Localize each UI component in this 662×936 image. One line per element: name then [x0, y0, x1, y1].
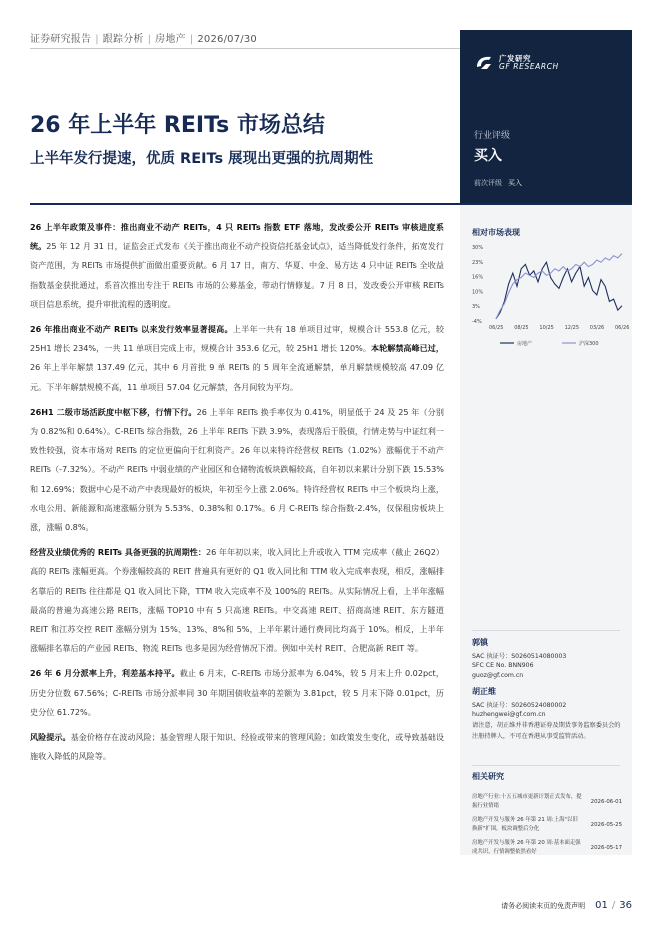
paragraph-lead: 经营及业绩优秀的 REITs 具备更强的抗周期性：: [30, 547, 206, 558]
related-report-link[interactable]: [472, 816, 622, 834]
analyst-sac: SAC 执证号：S0260524080002: [472, 701, 567, 709]
analyst-sfc: SFC CE No. BNN906: [472, 662, 534, 669]
previous-rating-label: 前次评级: [474, 179, 502, 187]
logo-text-en: GF RESEARCH: [499, 62, 559, 71]
chart-title: 相对市场表现: [472, 228, 520, 237]
related-report-title: 房地产开发与服务 26 年第 21 周:上海"以旧换新"扩围，板块调整后分化: [472, 817, 578, 832]
sidebar-divider: [472, 630, 620, 631]
page-number: 01 / 36: [595, 900, 632, 911]
report-date: 2026/07/30: [197, 34, 257, 45]
relative-performance-chart: [470, 239, 630, 349]
y-tick-label: 16%: [472, 274, 484, 281]
analyst-card: [472, 687, 622, 720]
gf-logo: [474, 54, 559, 72]
series-line: [496, 254, 622, 319]
related-research-list: [472, 793, 622, 862]
rating-panel: [460, 30, 632, 203]
paragraph-text: 基金价格存在波动风险；基金管理人限于知识、经验或带来的管理风险；如政策发生变化，或导致基础设施收入降低的风险等。: [30, 732, 444, 762]
page-footer: [501, 900, 632, 911]
paragraph-text: 上半年一共有 18 单项目过审，规模合计 553.8 亿元，较 25H1 增长 234%，一共 11 单项目完成上市，规模合计 353.6 亿元，较 25H1 增长 120%。: [30, 324, 444, 354]
paragraph-text: 26 年年初以来，收入同比上升或收入 TTM 完成率（截止 26Q2）高的 REITs 涨幅更高。个券涨幅较高的 REIT 普遍具有更好的 Q1 收入同比和 TTM 收入完成率表现，相反，涨幅排名靠后的 REITs 往往都是 Q1 收入同比下降，TTM 收入完成率不及 100%的 REITs。从实际情况上看，上半年涨幅最高的普遍为高速公路 REITs，涨幅 TOP10 中有 5 只高速 REITs。中交高速 REIT、招商高速 REIT、东方隧道 REIT 和江苏交控 REIT 涨幅分别为 15%、13%、8%和 5%，上半年累计通行费同比均高于 10%。相反，上半年涨幅排名靠后的产业园 REITs、物流 REITs 也多是因为经营情况下滑。例如中关村 REIT、合肥高新 REIT 等。: [30, 547, 444, 654]
related-report-title: 房地产开发与服务 26 年第 20 周:基本面走强成共识，行情调整依然看好: [472, 840, 581, 855]
x-tick-label: 06/26: [615, 325, 630, 331]
x-tick-label: 03/26: [589, 325, 605, 331]
logo-text-cn: 广发研究: [499, 54, 531, 64]
body-paragraph: [30, 320, 444, 397]
body-paragraph: [30, 543, 444, 658]
paragraph-lead: 26 年 6 月分派率上升，利差基本持平。: [30, 668, 180, 679]
body-paragraph: [30, 728, 444, 766]
related-research-title: 相关研究: [472, 772, 504, 781]
sidebar-divider: [472, 765, 620, 766]
gf-logo-icon: [474, 54, 494, 72]
rating-value: 买入: [474, 148, 502, 164]
paragraph-lead: 26 年推出商业不动产 REITs 以来发行效率显著提高。: [30, 324, 233, 335]
analyst-name: 胡正维: [472, 687, 496, 696]
paragraph-lead: 26H1 二级市场活跃度中枢下移，行情下行。: [30, 406, 197, 417]
report-title: 26 年上半年 REITs 市场总结: [30, 113, 325, 138]
body-paragraph: [30, 403, 444, 537]
body-paragraph: [30, 218, 444, 314]
analyst-email[interactable]: huzhengwei@gf.com.cn: [472, 711, 546, 718]
y-tick-label: -4%: [472, 319, 482, 325]
y-tick-label: 23%: [472, 259, 484, 266]
analyst-name: 郭镇: [472, 638, 488, 647]
paragraph-lead: 风险提示。: [30, 732, 71, 743]
legend-label: 房地产: [517, 341, 533, 347]
legend-label: 沪深300: [579, 341, 599, 347]
x-tick-label: 08/25: [514, 325, 529, 331]
breadcrumb-item: 跟踪分析: [102, 34, 144, 45]
paragraph-text: 截止 6 月末，C-REITs 市场分派率为 6.04%，较 5 月末上升 0.02pct，历史分位数 67.56%；C-REITs 市场分派率同 30 年期国债收益率的差额为 3.81pct，较 5 月末下降 0.01pct，历史分位 61.72%。: [30, 668, 444, 717]
body-paragraph: [30, 664, 444, 722]
paragraph-text: 25 年 12 月 31 日，证监会正式发布《关于推出商业不动产投资信托基金试点》，适当降低发行条件，拓宽发行资产范围，为 REITs 市场提供扩面做出重要贡献。6 月 17 日，南方、华夏、中金、易方达 4 只中证 REITs 全收益指数基金获批通过，系首次推出专注于 REITs 市场的公募基金，带动行情修复。7 月 8 日，发改委公开审核 REITs 项目信息系统，提升审批流程的透明度。: [30, 241, 444, 309]
related-report-link[interactable]: [472, 839, 622, 857]
header-divider: [30, 48, 462, 49]
y-tick-label: 10%: [472, 289, 484, 296]
current-page: 01: [595, 900, 608, 911]
report-subtitle: 上半年发行提速，优质 REITs 展现出更强的抗周期性: [30, 151, 374, 167]
x-tick-label: 12/25: [564, 325, 580, 331]
license-notice: 请注意，胡正维并非香港证券及期货事务监察委员会的注册持牌人，不可在香港从事受监管活动。: [472, 722, 621, 740]
paragraph-text: 26 年上半年解禁 137.49 亿元，其中 6 月首批 9 单 REITs 的 5 周年全流通解禁，单月解禁规模较高 47.09 亿元。下半年解禁规模不高，11 单项目 57.04 亿元解禁，各月间较为平均。: [30, 362, 444, 392]
analyst-card: [472, 638, 622, 680]
paragraph-lead: 26 上半年政策及事件：推出商业不动产 REITs，4 只 REITs 指数 ETF 落地，发改委公开 REITs 审核进度系统。: [30, 222, 444, 252]
breadcrumb-item: 房地产: [155, 34, 186, 45]
previous-rating-value: 买入: [508, 179, 522, 187]
related-report-link[interactable]: [472, 793, 622, 811]
disclaimer-note: 请务必阅读末页的免责声明: [501, 901, 586, 910]
y-tick-label: 3%: [472, 304, 480, 311]
report-body: [30, 218, 444, 772]
paragraph-lead: 本轮解禁高峰已过，: [370, 343, 444, 354]
rating-label: 行业评级: [474, 131, 511, 141]
sidebar: [460, 205, 632, 855]
x-tick-label: 06/25: [489, 325, 504, 331]
related-report-title: 房地产行业:十五五城市更新计划正式发布，提振行业情绪: [472, 794, 582, 809]
total-pages: 36: [619, 900, 632, 911]
analyst-email[interactable]: guoz@gf.com.cn: [472, 671, 524, 679]
related-report-date: 2026-06-01: [590, 798, 622, 805]
y-tick-label: 30%: [472, 245, 484, 251]
breadcrumb-item: 证券研究报告: [30, 34, 92, 45]
analyst-sac: SAC 执证号：S0260514080003: [472, 652, 567, 660]
related-report-date: 2026-05-17: [590, 844, 622, 851]
paragraph-text: 26 上半年 REITs 换手率仅为 0.41%，明显低于 24 及 25 年（分别为 0.82%和 0.64%）。C-REITs 综合指数，26 上半年 REITs 下跌 3.9%，表现落后于股债，行情走势与中证红利一致性较强，资本市场对 REITs 的定位更偏向于红利资产。26 年以来特许经营权 REITs（1.02%）涨幅优于不动产 REITs（-7.32%）。不动产 REITs 中弱业绩的产业园区和仓储物流板块跌幅较高，自年初以来累计分别下跌 15.53%和 12.69%；数据中心是不动产中表现最好的板块，年初至今上涨 2.06%。特许经营权 REITs 中三个板块均上涨，水电公用、新能源和高速涨幅分别为 5.53%、0.38%和 0.17%。6 月 C-REITs 综合指数-2.4%，仅保租房板块上涨，涨幅 0.8%。: [30, 406, 444, 533]
x-tick-label: 10/25: [539, 325, 554, 331]
previous-rating: [474, 178, 522, 188]
related-report-date: 2026-05-25: [590, 821, 622, 828]
report-breadcrumb: 证券研究报告 | 跟踪分析 | 房地产 | 2026/07/30: [30, 34, 257, 45]
